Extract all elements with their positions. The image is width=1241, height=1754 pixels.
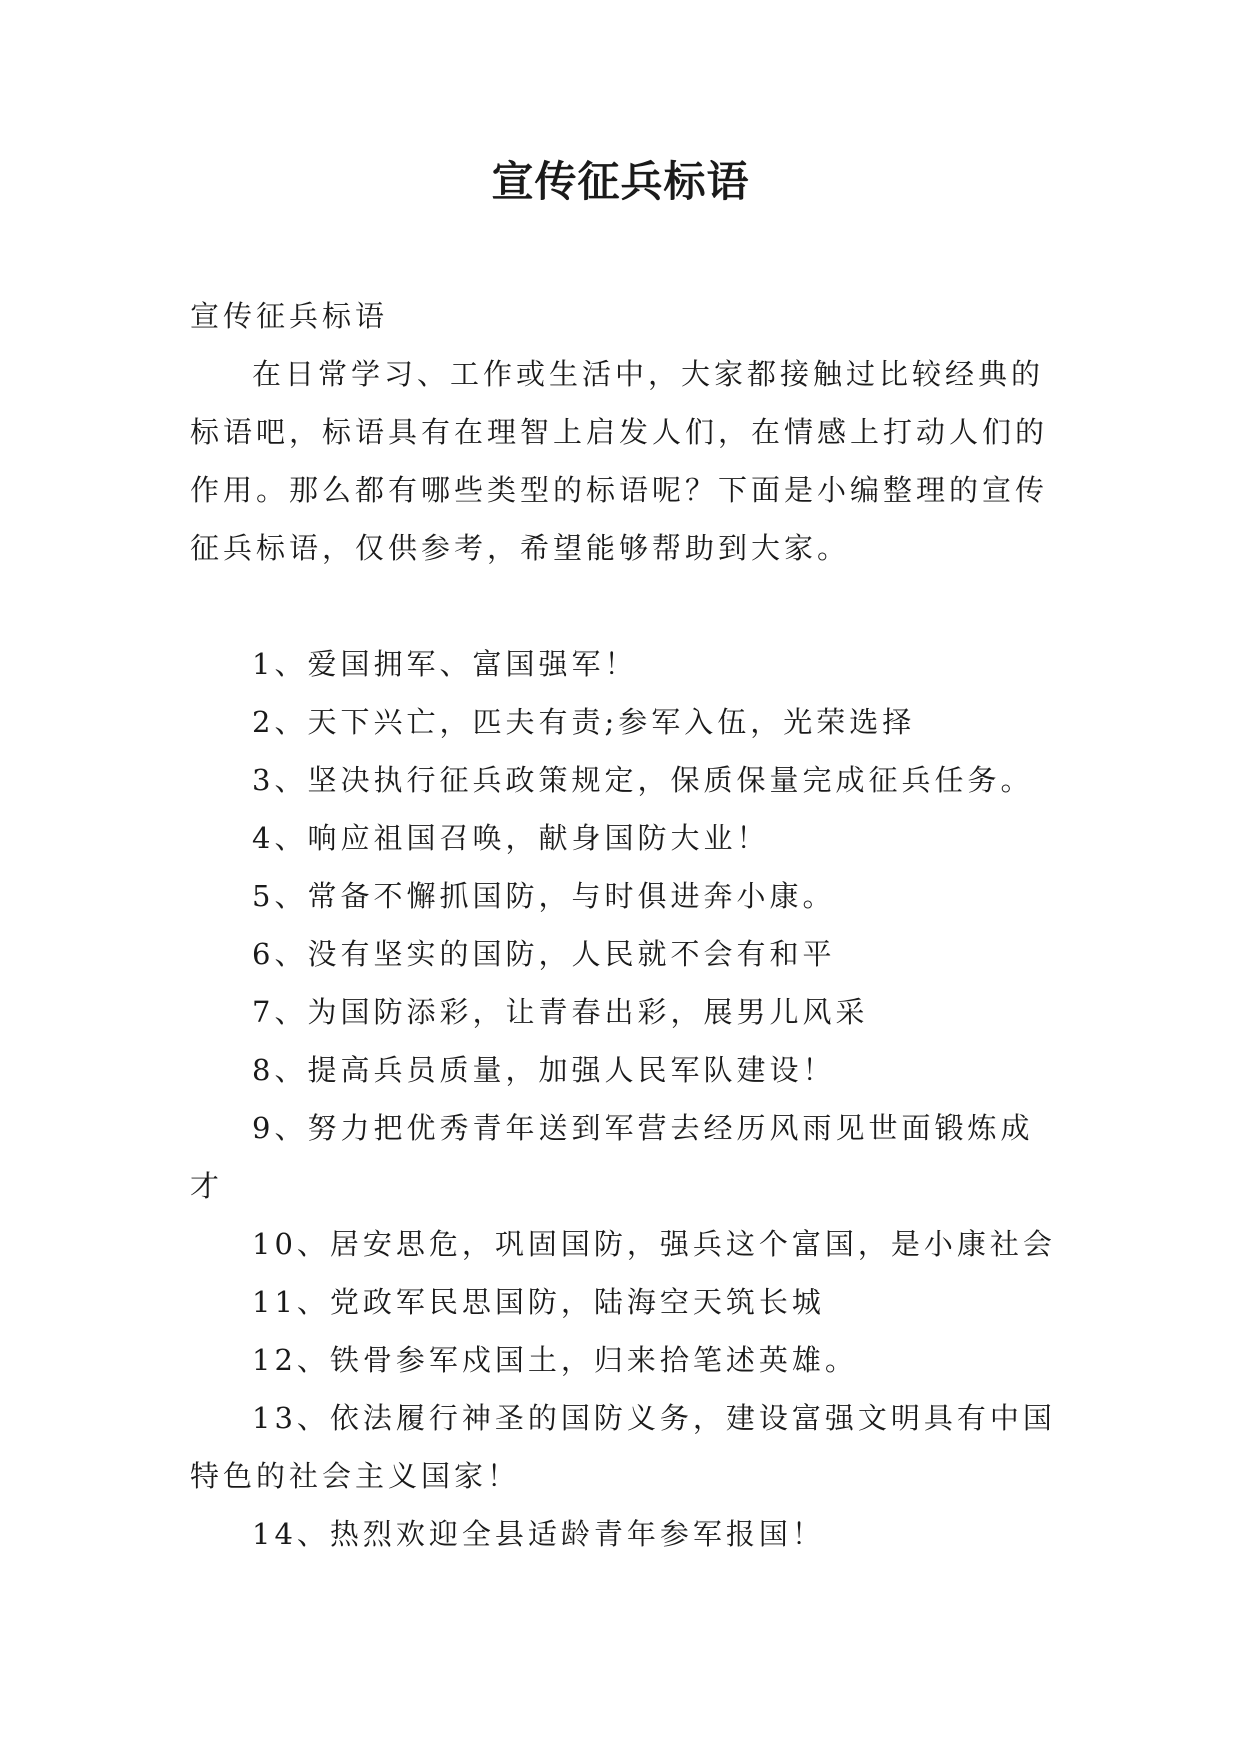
slogan-item: 7、为国防添彩，让青春出彩，展男儿风采 — [252, 995, 869, 1029]
slogan-item: 2、天下兴亡，匹夫有责;参军入伍，光荣选择 — [252, 705, 916, 739]
slogan-item: 13、依法履行神圣的国防义务，建设富强文明具有中国特色的社会主义国家！ — [190, 1401, 1056, 1493]
slogan-item: 10、居安思危，巩固国防，强兵这个富国，是小康社会 — [252, 1227, 1056, 1261]
slogan-item: 8、提高兵员质量，加强人民军队建设！ — [252, 1053, 836, 1087]
slogan-item: 9、努力把优秀青年送到军营去经历风雨见世面锻炼成才 — [190, 1111, 1034, 1203]
slogan-item: 6、没有坚实的国防，人民就不会有和平 — [252, 937, 836, 971]
slogan-item: 4、响应祖国召唤，献身国防大业！ — [252, 821, 770, 855]
slogan-list — [190, 635, 1060, 1563]
document-title: 宣传征兵标语 — [491, 157, 750, 206]
slogan-item: 14、热烈欢迎全县适龄青年参军报国！ — [252, 1517, 825, 1551]
slogan-item: 5、常备不懈抓国防，与时俱进奔小康。 — [252, 879, 836, 913]
document-subheading: 宣传征兵标语 — [190, 299, 389, 333]
slogan-item: 3、坚决执行征兵政策规定，保质保量完成征兵任务。 — [252, 763, 1034, 797]
slogan-item: 12、铁骨参军戍国土，归来拾笔述英雄。 — [252, 1343, 858, 1377]
slogan-item: 1、爱国拥军、富国强军！ — [252, 647, 638, 681]
slogan-item: 11、党政军民思国防，陆海空天筑长城 — [252, 1285, 825, 1319]
document-body — [190, 287, 1060, 1563]
intro-paragraph: 在日常学习、工作或生活中，大家都接触过比较经典的标语吧，标语具有在理智上启发人们，在情感上打动人们的作用。那么都有哪些类型的标语呢？下面是小编整理的宣传征兵标语，仅供参考，希望能够帮助到大家。 — [190, 357, 1049, 565]
